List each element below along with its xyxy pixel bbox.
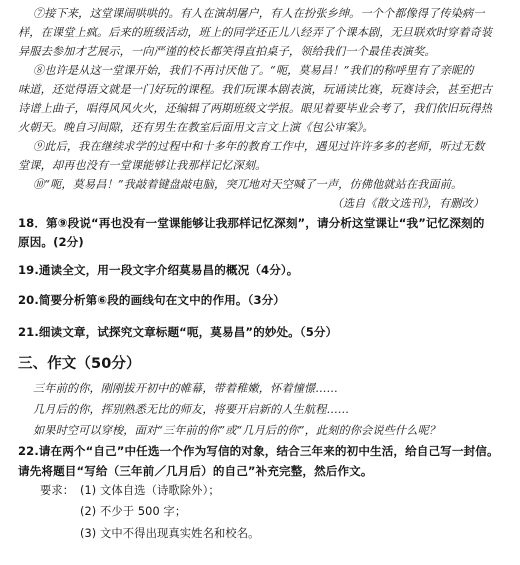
requirement-3: (3) 文中不得出现真实姓名和校名。 (80, 527, 260, 540)
paragraph-7-line-2: 样，在课堂上疯。后来的班级活动，班上的同学还正儿八经弄了个课本剧，无旦联欢时穿着奇装 (18, 26, 493, 39)
requirement-1: (1) 文体自选（诗歌除外）； (80, 484, 220, 497)
question-18-line-2: 原因。(2分) (18, 235, 84, 249)
requirements-label: 要求： (40, 484, 75, 497)
paragraph-8-line-3: 诗谱上曲子，唱得风风火火，还编辑了两期班级文学报。眼见着要毕业会考了，我们依旧玩得热 (18, 102, 493, 115)
paragraph-9-line-1: ⑨此后，我在继续求学的过程中和十多年的教育工作中，遇见过许许多多的老师，听过无数 (33, 140, 485, 153)
essay-intro-line-1: 三年前的你，刚刚拔开初中的帷幕，带着稚嫩，怀着憧憬…… (33, 382, 338, 395)
question-22-line-2: 请先将题目“写给（三年前／几月后）的自己”补充完整，然后作文。 (18, 464, 373, 478)
paragraph-8-line-4: 火朝天。晚自习间隙，还有男生在教室后面用文言文上演《包公审案》。 (18, 121, 374, 134)
paragraph-10-line-1: ⑩“呃，莫易昌！”我敲着键盘敲电脑，突兀地对天空喊了一声，仿佛他就站在我面前。 (33, 178, 463, 191)
paragraph-8-line-2: 味道，还觉得语文就是一门好玩的课程。我们玩课本剧表演，玩诵读比赛，玩赛诗会，甚至把古 (18, 83, 493, 96)
requirement-2: (2) 不少于 500 字； (80, 505, 187, 518)
paragraph-7-line-3: 异服去参加才艺展示，一向严谨的校长都笑得直拍桌子，领给我们一个最佳表演奖。 (18, 45, 436, 58)
passage-source: （选自《散文选刊》，有删改） (331, 197, 484, 210)
question-21: 21.细读文章，试探究文章标题“呃，莫易昌”的妙处。（5分） (18, 325, 338, 339)
question-20: 20.简要分析第⑥段的画线句在文中的作用。（3分） (18, 293, 285, 307)
question-19: 19.通读全文，用一段文字介绍莫易昌的概况（4分）。 (18, 263, 299, 277)
question-22-line-1: 22.请在两个“自己”中任选一个作为写信的对象，结合三年来的初中生活，给自己写一封信。 (18, 444, 499, 458)
paragraph-7-line-1: ⑦接下来，这堂课闹哄哄的。有人在演胡屠户，有人在扮张乡绅。一个个都像得了传染病一 (33, 7, 485, 20)
essay-intro-line-2: 几月后的你，挥别熟悉无比的师友，将要开启新的人生航程…… (33, 403, 350, 416)
question-18-line-1: 18．第⑨段说“再也没有一堂课能够让我那样记忆深刻”，请分析这堂课让“我”记忆深刻的 (18, 216, 485, 230)
paragraph-9-line-2: 堂课，却再也没有一堂课能够让我那样记忆深刻。 (18, 159, 267, 172)
essay-intro-line-3: 如果时空可以穿梭，面对“三年前的你”或“几月后的你”，此刻的你会说些什么呢？ (33, 424, 441, 437)
essay-heading: 三、作文（50分） (18, 356, 141, 372)
paragraph-8-line-1: ⑧也许是从这一堂课开始，我们不再讨厌他了。“呃，莫易昌！”我们的称呼里有了亲昵的 (33, 64, 474, 77)
